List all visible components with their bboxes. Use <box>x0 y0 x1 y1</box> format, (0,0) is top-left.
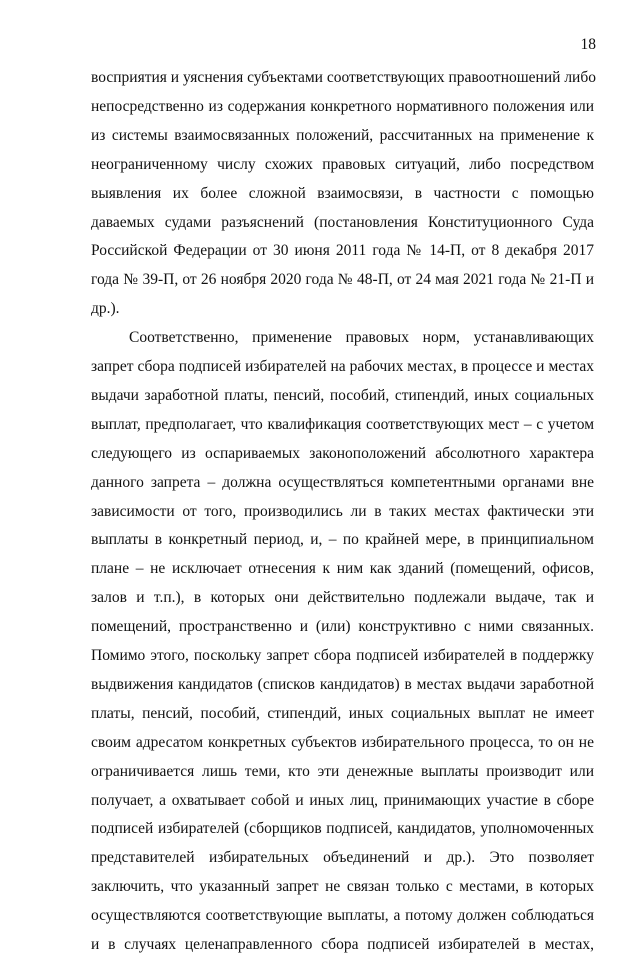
text-line: данного запрета – должна осуществляться компетентными органами вне <box>91 474 594 491</box>
text-line: помещений, пространственно и (или) конструктивно с ними связанных. <box>91 618 594 635</box>
text-line: восприятия и уяснения субъектами соответствующих правоотношений либо <box>91 69 596 86</box>
text-line: следующего из оспариваемых законоположений абсолютного характера <box>91 445 594 462</box>
text-line: др.). <box>91 300 120 317</box>
text-line: платы, пенсий, пособий, стипендий, иных социальных выплат не имеет <box>91 705 594 722</box>
text-line: и в случаях целенаправленного сбора подписей избирателей в местах, <box>91 936 594 953</box>
text-line: залов и т.п.), в которых они действительно подлежали выдаче, так и <box>91 589 594 606</box>
text-line: зависимости от того, производились ли в таких местах фактически эти <box>91 503 594 520</box>
text-line: даваемых судами разъяснений (постановления Конституционного Суда <box>91 214 594 231</box>
text-line: плане – не исключает отнесения к ним как зданий (помещений, офисов, <box>91 560 594 577</box>
text-line: Российской Федерации от 30 июня 2011 года № 14-П, от 8 декабря 2017 <box>91 242 594 259</box>
text-line: запрет сбора подписей избирателей на рабочих местах, в процессе и местах <box>91 358 594 375</box>
text-line: выдачи заработной платы, пенсий, пособий, стипендий, иных социальных <box>91 387 594 404</box>
text-line: выдвижения кандидатов (списков кандидатов) в местах выдачи заработной <box>91 676 594 693</box>
text-line: своим адресатом конкретных субъектов избирательного процесса, то он не <box>91 734 594 751</box>
text-line: непосредственно из содержания конкретного нормативного положения или <box>91 98 594 115</box>
text-line: выплаты в конкретный период, и, – по крайней мере, в принципиальном <box>91 531 594 548</box>
paragraph-first-line: Соответственно, применение правовых норм, устанавливающих <box>129 329 594 346</box>
text-line: года № 39-П, от 26 ноября 2020 года № 48-П, от 24 мая 2021 года № 21-П и <box>91 271 594 288</box>
text-line: из системы взаимосвязанных положений, рассчитанных на применение к <box>91 127 594 144</box>
text-line: Помимо этого, поскольку запрет сбора подписей избирателей в поддержку <box>91 647 594 664</box>
page-number: 18 <box>580 36 596 53</box>
text-line: выявления их более сложной взаимосвязи, в частности с помощью <box>91 185 594 202</box>
text-line: выплат, предполагает, что квалификация соответствующих мест – с учетом <box>91 416 594 433</box>
text-line: заключить, что указанный запрет не связан только с местами, в которых <box>91 878 594 895</box>
text-line: ограничивается лишь теми, кто эти денежные выплаты производит или <box>91 763 594 780</box>
text-line: подписей избирателей (сборщиков подписей, кандидатов, уполномоченных <box>91 820 594 837</box>
text-line: представителей избирательных объединений и др.). Это позволяет <box>91 849 594 866</box>
text-line: получает, а охватывает собой и иных лиц, принимающих участие в сборе <box>91 792 594 809</box>
text-line: неограниченному числу схожих правовых ситуаций, либо посредством <box>91 156 594 173</box>
text-line: осуществляются соответствующие выплаты, а потому должен соблюдаться <box>91 907 594 924</box>
